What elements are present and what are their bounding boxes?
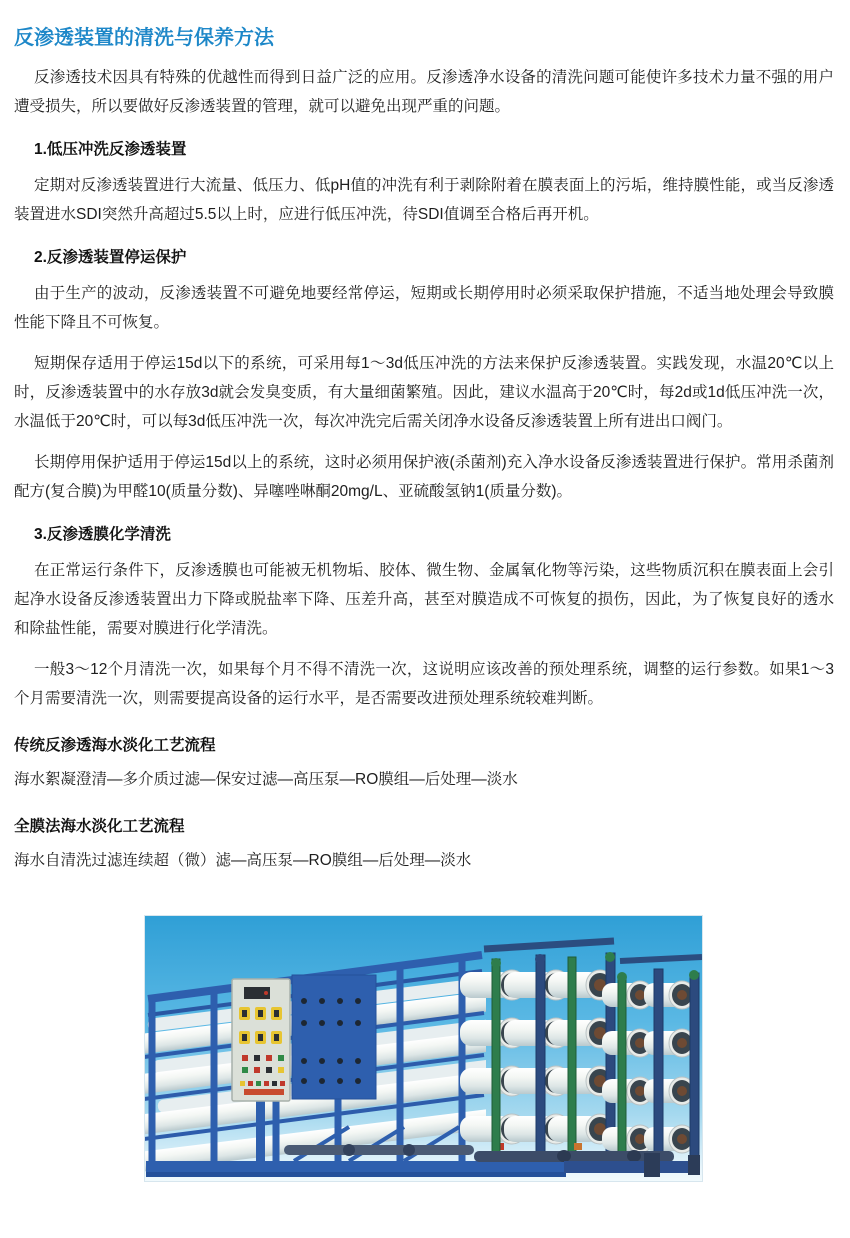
flow-1-steps: 海水絮凝澄清—多介质过滤—保安过滤—高压泵—RO膜组—后处理—淡水 xyxy=(14,771,518,788)
section-1-paragraph: 定期对反渗透装置进行大流量、低压力、低pH值的冲洗有利于剥除附着在膜表面上的污垢，维持膜性能，或当反渗透装置进水SDI突然升高超过5.5以上时，应进行低压冲洗，待SDI值调至合格后再开机。 xyxy=(14,177,834,223)
equipment-photo xyxy=(144,915,703,1182)
section-3-paragraph-1: 在正常运行条件下，反渗透膜也可能被无机物垢、胶体、微生物、金属氧化物等污染，这些物质沉积在膜表面上会引起净水设备反渗透装置出力下降或脱盐率下降、压差升高，甚至对膜造成不可恢复的损伤，因此，为了恢复良好的透水和除盐性能，需要对膜进行化学清洗。 xyxy=(14,562,834,637)
section-3-heading: 3.反渗透膜化学清洗 xyxy=(34,526,171,543)
section-2-paragraph-1: 由于生产的波动，反渗透装置不可避免地要经常停运，短期或长期停用时必须采取保护措施，不适当地处理会导致膜性能下降且不可恢复。 xyxy=(14,285,834,331)
section-3-paragraph-2: 一般3～12个月清洗一次，如果每个月不得不清洗一次，这说明应该改善的预处理系统，调整的运行参数。如果1～3个月需要清洗一次，则需要提高设备的运行水平，是否需要改进预处理系统较难判断。 xyxy=(14,661,834,707)
flow-2-steps: 海水自清洗过滤连续超（微）滤—高压泵—RO膜组—后处理—淡水 xyxy=(14,852,472,869)
page-title: 反渗透装置的清洗与保养方法 xyxy=(14,27,274,49)
section-2-heading: 2.反渗透装置停运保护 xyxy=(34,249,187,266)
intro-paragraph: 反渗透技术因具有特殊的优越性而得到日益广泛的应用。反渗透净水设备的清洗问题可能使许多技术力量不强的用户遭受损失，所以要做好反渗透装置的管理，就可以避免出现严重的问题。 xyxy=(14,69,834,115)
flow-1-heading: 传统反渗透海水淡化工艺流程 xyxy=(14,737,216,754)
flow-2-heading: 全膜法海水淡化工艺流程 xyxy=(14,818,185,835)
section-1-heading: 1.低压冲洗反渗透装置 xyxy=(34,141,187,158)
section-2-paragraph-3: 长期停用保护适用于停运15d以上的系统，这时必须用保护液(杀菌剂)充入净水设备反渗透装置进行保护。常用杀菌剂配方(复合膜)为甲醛10(质量分数)、异噻唑啉酮20mg/L、亚硫酸氢钠1(质量分数)。 xyxy=(14,454,834,500)
section-2-paragraph-2: 短期保存适用于停运15d以下的系统，可采用每1～3d低压冲洗的方法来保护反渗透装置。实践发现，水温20℃以上时，反渗透装置中的水存放3d就会发臭变质，有大量细菌繁殖。因此，建议水温高于20℃时，每2d或1d低压冲洗一次，水温低于20℃时，可以每3d低压冲洗一次，每次冲洗完后需关闭净水设备反渗透装置上所有进出口阀门。 xyxy=(14,355,834,430)
